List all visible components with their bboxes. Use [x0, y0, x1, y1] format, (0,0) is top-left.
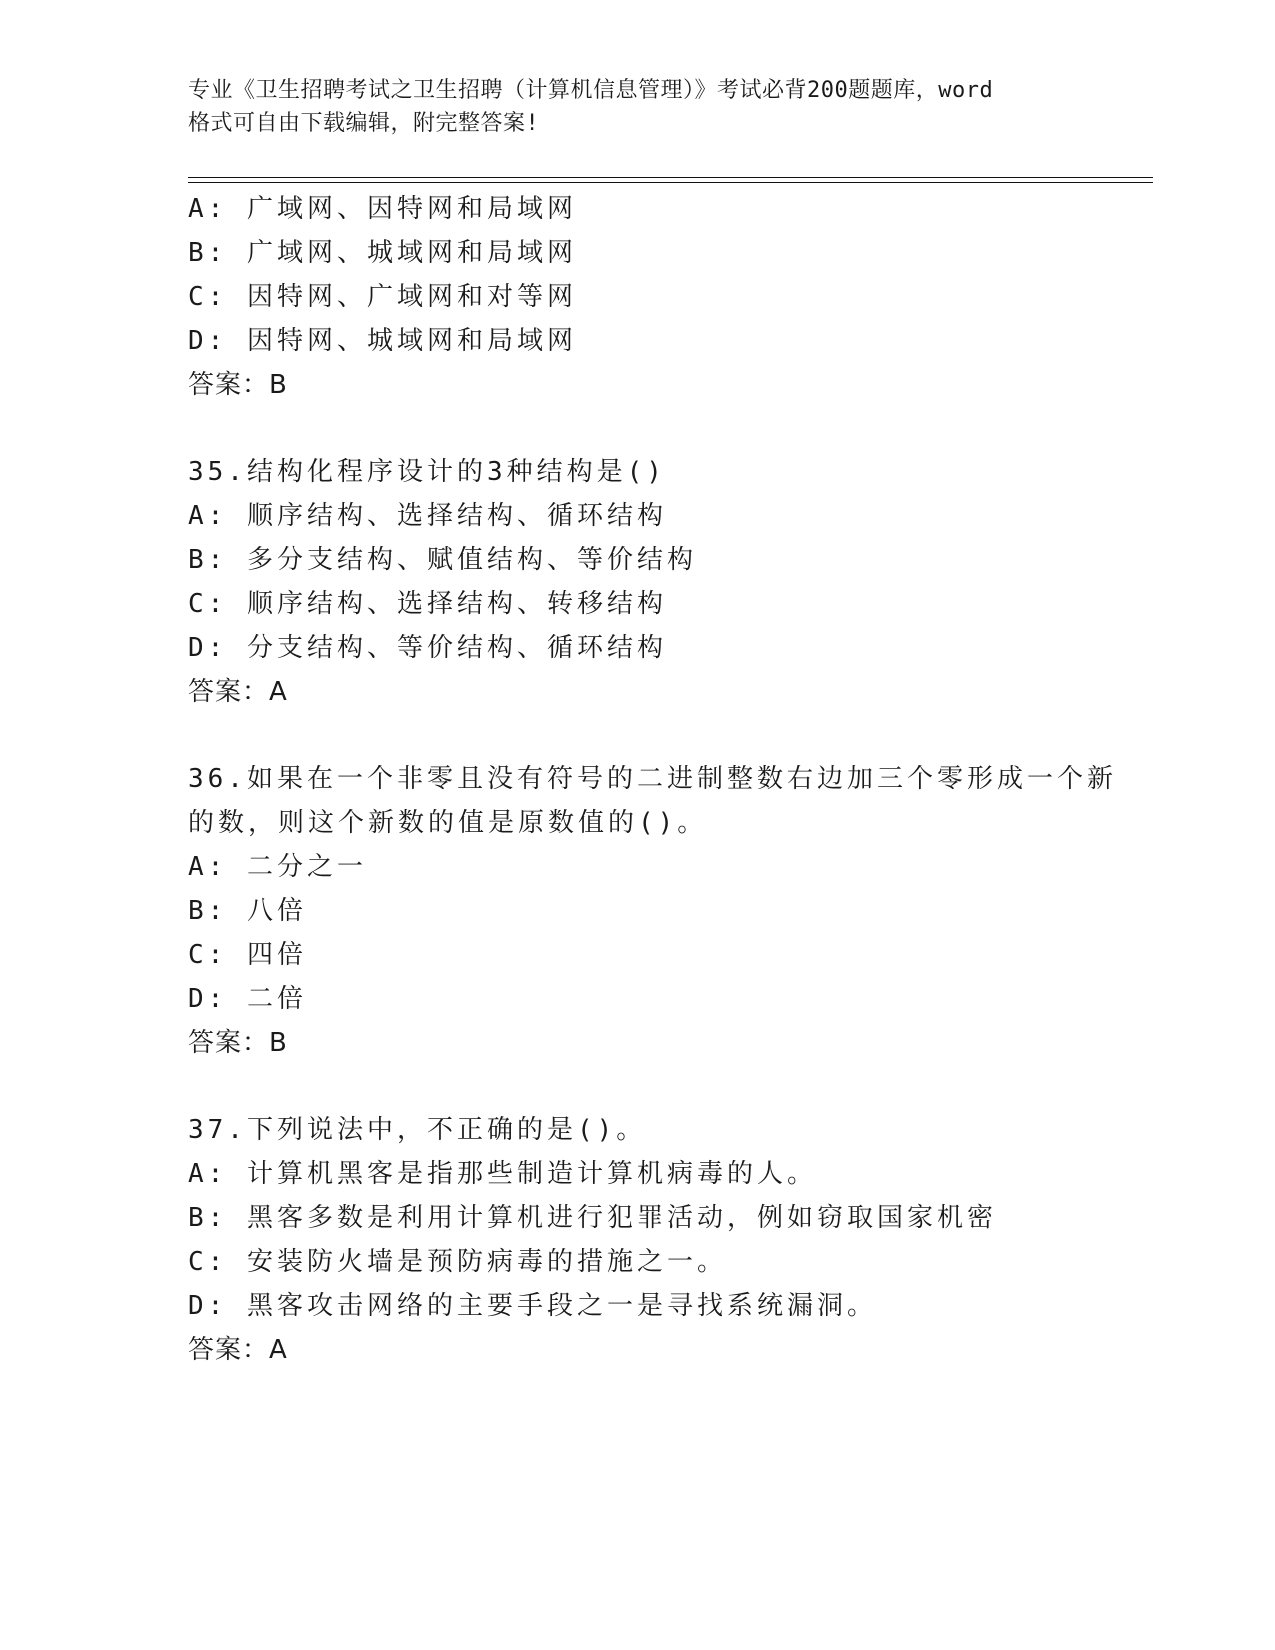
q37-option-b: B: 黑客多数是利用计算机进行犯罪活动，例如窃取国家机密	[188, 1203, 997, 1233]
q36-option-a: A: 二分之一	[188, 852, 367, 882]
q36-option-c: C: 四倍	[188, 940, 307, 970]
q34-option-b: B: 广域网、城域网和局域网	[188, 238, 577, 268]
q36-question-line-2: 的数，则这个新数的值是原数值的()。	[188, 808, 708, 838]
q34-option-c: C: 因特网、广域网和对等网	[188, 282, 577, 312]
header-line-2: 格式可自由下载编辑，附完整答案!	[188, 111, 540, 136]
header-line-1: 专业《卫生招聘考试之卫生招聘（计算机信息管理）》考试必背200题题库，word	[188, 78, 994, 103]
q36-option-b: B: 八倍	[188, 896, 307, 926]
q34-answer: 答案：B	[188, 370, 288, 400]
q35-question: 35.结构化程序设计的3种结构是()	[188, 457, 666, 487]
q36-question-line-1: 36.如果在一个非零且没有符号的二进制整数右边加三个零形成一个新	[188, 764, 1117, 794]
q35-option-d: D: 分支结构、等价结构、循环结构	[188, 633, 667, 663]
document-header	[188, 74, 1088, 140]
q35-option-b: B: 多分支结构、赋值结构、等价结构	[188, 545, 697, 575]
q36-option-d: D: 二倍	[188, 984, 307, 1014]
q37-answer: 答案：A	[188, 1335, 288, 1365]
q36-answer: 答案：B	[188, 1028, 288, 1058]
q34-option-d: D: 因特网、城域网和局域网	[188, 326, 577, 356]
q34-option-a: A: 广域网、因特网和局域网	[188, 194, 577, 224]
header-divider-bottom	[188, 182, 1153, 183]
q35-answer: 答案：A	[188, 677, 288, 707]
q37-question: 37.下列说法中，不正确的是()。	[188, 1115, 647, 1145]
q35-option-a: A: 顺序结构、选择结构、循环结构	[188, 501, 667, 531]
q35-option-c: C: 顺序结构、选择结构、转移结构	[188, 589, 667, 619]
q37-option-c: C: 安装防火墙是预防病毒的措施之一。	[188, 1247, 727, 1277]
header-divider-top	[188, 177, 1153, 178]
q37-option-d: D: 黑客攻击网络的主要手段之一是寻找系统漏洞。	[188, 1291, 877, 1321]
q37-option-a: A: 计算机黑客是指那些制造计算机病毒的人。	[188, 1159, 817, 1189]
